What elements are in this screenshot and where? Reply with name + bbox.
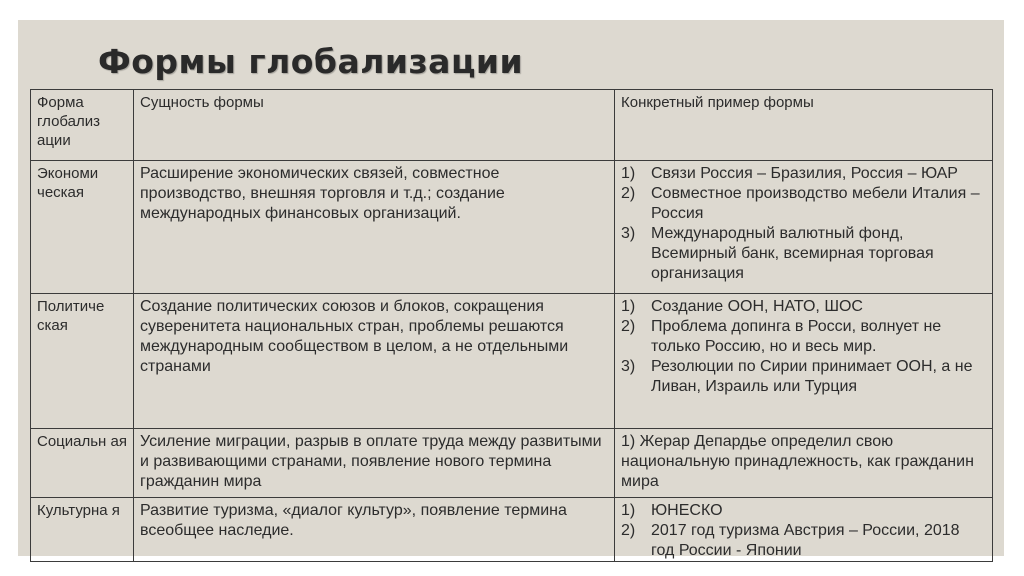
list-text: 2017 год туризма Австрия – России, 2018 год России - Японии <box>651 522 960 559</box>
list-number: 2) <box>621 318 636 335</box>
list-text: Связи Россия – Бразилия, Россия – ЮАР <box>651 165 958 182</box>
form-cell: Культурна я <box>31 498 134 562</box>
list-item <box>621 521 986 561</box>
form-cell: Социальн ая <box>31 429 134 498</box>
list-number: 1) <box>621 298 636 315</box>
essence-cell: Расширение экономических связей, совместное производство, внешняя торговля и т.д.; создание международных финансовых организаций. <box>134 161 615 294</box>
list-text: Международный валютный фонд, Всемирный банк, всемирная торговая организация <box>651 225 934 282</box>
list-number: 1) <box>621 502 636 519</box>
example-list <box>621 297 986 397</box>
table-row-cultural <box>31 498 993 562</box>
globalization-table <box>30 89 993 562</box>
example-cell <box>615 161 993 294</box>
essence-cell: Создание политических союзов и блоков, сокращения суверенитета национальных стран, проблемы решаются международным сообществом в целом, а не отдельными странами <box>134 294 615 429</box>
list-text: Проблема допинга в Росси, волнует не только Россию, но и весь мир. <box>651 318 942 355</box>
example-cell <box>615 498 993 562</box>
header-example: Конкретный пример формы <box>615 90 993 161</box>
list-item <box>621 357 986 397</box>
example-cell: 1) Жерар Депардье определил свою национальную принадлежность, как гражданин мира <box>615 429 993 498</box>
table-header-row <box>31 90 993 161</box>
list-number: 1) <box>621 165 636 182</box>
list-number: 2) <box>621 185 636 202</box>
list-number: 3) <box>621 225 636 242</box>
list-item <box>621 184 986 224</box>
list-item <box>621 317 986 357</box>
list-item <box>621 297 986 317</box>
essence-cell: Усиление миграции, разрыв в оплате труда между развитыми и развивающими странами, появление нового термина гражданин мира <box>134 429 615 498</box>
slide <box>18 20 1004 559</box>
list-item <box>621 224 986 284</box>
table-row-social <box>31 429 993 498</box>
list-number: 3) <box>621 358 636 375</box>
list-text: ЮНЕСКО <box>651 502 723 519</box>
form-cell: Политиче ская <box>31 294 134 429</box>
list-text: Резолюции по Сирии принимает ООН, а не Ливан, Израиль или Турция <box>651 358 973 395</box>
header-form: Форма глобализ ации <box>31 90 134 161</box>
essence-cell: Развитие туризма, «диалог культур», появление термина всеобщее наследие. <box>134 498 615 562</box>
table-row-economic <box>31 161 993 294</box>
form-cell: Экономи ческая <box>31 161 134 294</box>
slide-title: Формы глобализации <box>98 42 524 81</box>
example-list <box>621 164 986 284</box>
list-text: Создание ООН, НАТО, ШОС <box>651 298 863 315</box>
list-number: 2) <box>621 522 636 539</box>
header-essence: Сущность формы <box>134 90 615 161</box>
example-list <box>621 501 986 561</box>
table-row-political <box>31 294 993 429</box>
example-cell <box>615 294 993 429</box>
list-text: Совместное производство мебели Италия – Россия <box>651 185 980 222</box>
list-item <box>621 164 986 184</box>
list-item <box>621 501 986 521</box>
